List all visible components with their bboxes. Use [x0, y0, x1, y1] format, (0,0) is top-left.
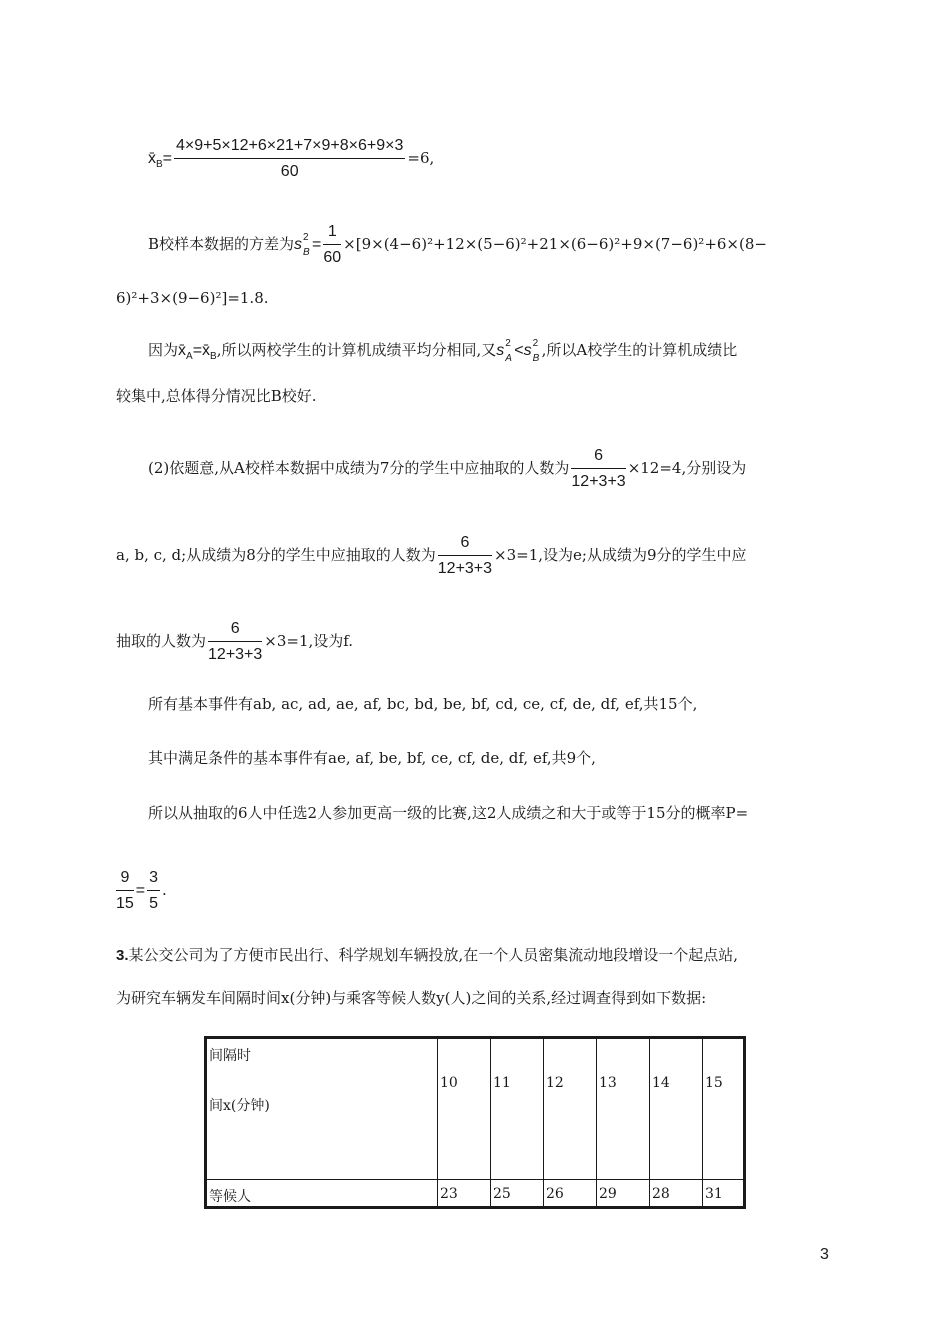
- question-number: 3.: [116, 947, 129, 964]
- table-cell: 14: [650, 1038, 703, 1180]
- table-cell: 28: [650, 1180, 703, 1208]
- variance-b-line: B校样本数据的方差为s 2 B = $\frac{1}{60}$ ×[9×(4−6)²+12×(5−6)²+21×(6−6)²+9×(7−6)²+6×(8−: [148, 223, 767, 266]
- table-cell: 25: [491, 1180, 544, 1208]
- xbar-b-2: $x̄_B$: [202, 342, 217, 363]
- favorable-events-line: 其中满足条件的基本事件有ae, af, be, bf, ce, cf, de, df, ef,共9个,: [148, 749, 596, 767]
- table-row: [206, 1038, 745, 1180]
- fraction-six-over-18-c: $\frac{6}{12+3+3}$: [208, 620, 263, 663]
- s-squared-b-2: s 2 B: [523, 338, 540, 364]
- probability-result: $\frac{9}{15}$ = $\frac{3}{5}$ .: [116, 869, 167, 912]
- mean-b-fraction: $\frac{4\times 9+5\times 12+6\times 21+7\times 9+8\times 6+9\times 3}{60}$: [176, 137, 404, 180]
- row-header-interval: 间隔时 间x(分钟): [206, 1038, 438, 1180]
- probability-line: 所以从抽取的6人中任选2人参加更高一级的比赛,这2人成绩之和大于或等于15分的概率P=: [148, 804, 749, 822]
- part2-line-1: (2)依题意,从A校样本数据中成绩为7分的学生中应抽取的人数为 $\frac{6}{12+3+3}$ ×12=4,分别设为: [148, 447, 747, 490]
- question-3-line-2: 为研究车辆发车间隔时间x(分钟)与乘客等候人数y(人)之间的关系,经过调查得到如下数据:: [116, 989, 707, 1007]
- fraction-six-over-18-b: $\frac{6}{12+3+3}$: [437, 534, 493, 577]
- table-cell: 26: [544, 1180, 597, 1208]
- table-cell: 12: [544, 1038, 597, 1180]
- table-row: [206, 1180, 745, 1208]
- part2-line-3: 抽取的人数为 $\frac{6}{12+3+3}$ ×3=1,设为f.: [116, 620, 354, 663]
- table-cell: 11: [491, 1038, 544, 1180]
- question-3-line-1: 3.某公交公司为了方便市民出行、科学规划车辆投放,在一个人员密集流动地段增设一个起点站,: [116, 946, 739, 964]
- all-events-line: 所有基本事件有ab, ac, ad, ae, af, bc, bd, be, bf, cd, ce, cf, de, df, ef,共15个,: [148, 695, 698, 713]
- s-squared-b: s 2 B: [294, 232, 310, 258]
- xbar-b: $x̄_B$: [148, 150, 163, 171]
- page-number: 3: [820, 1246, 829, 1263]
- fraction-3-5: $\frac{3}{5}$: [149, 869, 159, 912]
- table-cell: 31: [703, 1180, 745, 1208]
- fraction-six-over-18-a: $\frac{6}{12+3+3}$: [571, 447, 626, 490]
- variance-fraction: $\frac{1}{60}$: [323, 223, 342, 266]
- row-header-waiting: 等候人: [206, 1180, 438, 1208]
- table-cell: 13: [597, 1038, 650, 1180]
- table-cell: 23: [438, 1180, 491, 1208]
- table-cell: 29: [597, 1180, 650, 1208]
- mean-b-line: $x̄_B=$ $\frac{4\times 9+5\times 12+6\times 21+7\times 9+8\times 6+9\times 3}{60}$ =6,: [148, 137, 435, 180]
- fraction-9-15: $\frac{9}{15}$: [116, 869, 134, 912]
- data-table: [204, 1036, 746, 1209]
- table-cell: 15: [703, 1038, 745, 1180]
- s-squared-a: s 2 A: [496, 338, 512, 364]
- conclusion-line: 较集中,总体得分情况比B校好.: [116, 387, 317, 405]
- comparison-line: 因为$x̄_A=x̄_B$,所以两校学生的计算机成绩平均分相同,又s 2 A <s 2 B ,所以A校学生的计算机成绩比: [148, 338, 738, 364]
- table-cell: 10: [438, 1038, 491, 1180]
- part2-line-2: a, b, c, d;从成绩为8分的学生中应抽取的人数为 $\frac{6}{12+3+3}$ ×3=1,设为e;从成绩为9分的学生中应: [116, 534, 747, 577]
- xbar-a: $x̄_A$: [178, 342, 193, 363]
- variance-b-continued: 6)²+3×(9−6)²]=1.8.: [116, 289, 269, 307]
